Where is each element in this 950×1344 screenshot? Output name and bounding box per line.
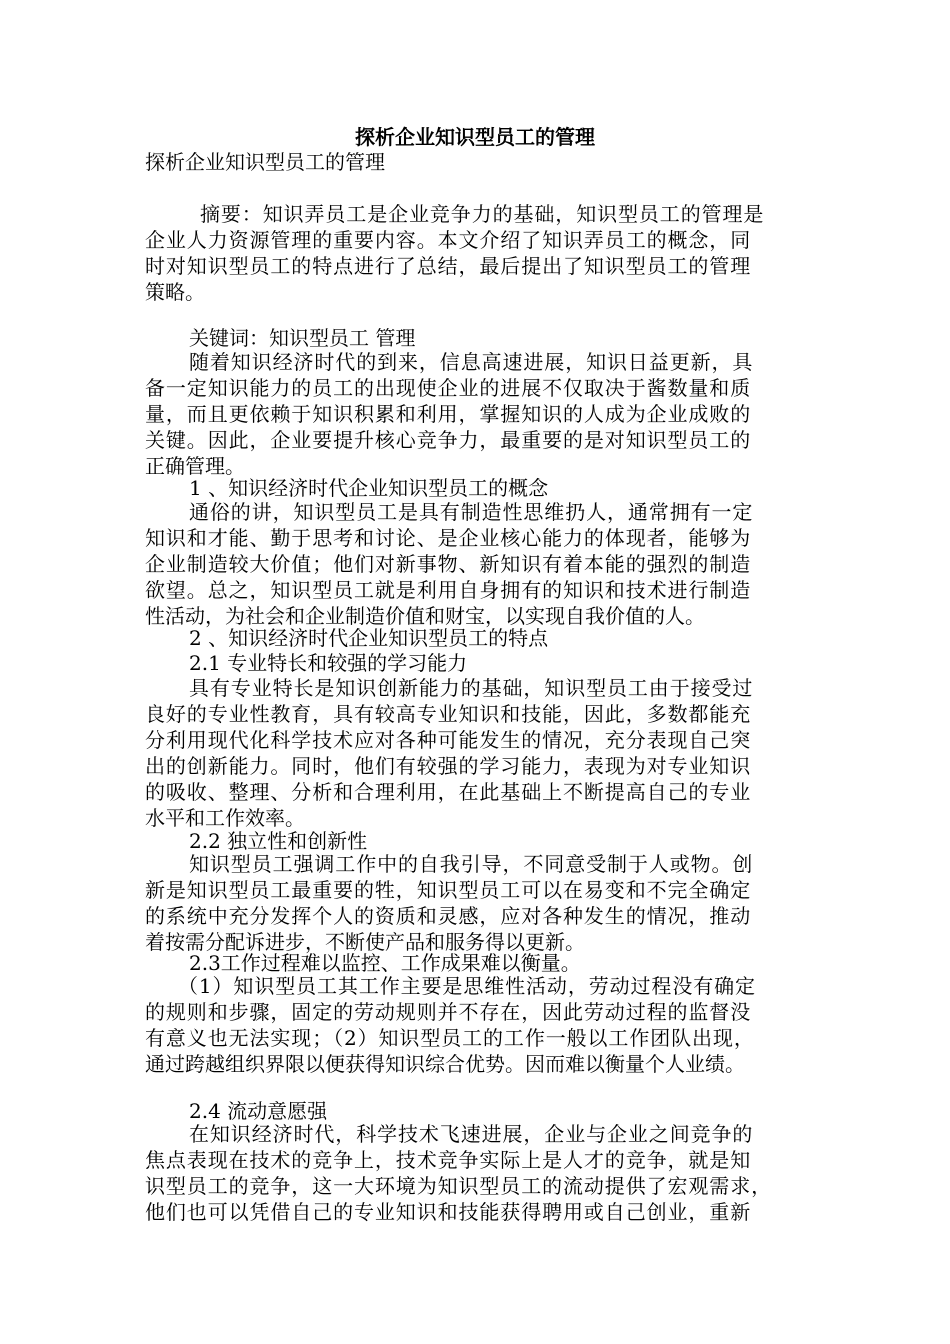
- body-line: 有意义也无法实现；（2）知识型员工的工作一般以工作团队出现，: [145, 1026, 755, 1050]
- body-line: 欲望。总之，知识型员工就是利用自身拥有的知识和技术进行制造: [145, 578, 752, 602]
- body-line: 的吸收、整理、分析和合理利用，在此基础上不断提高自己的专业: [145, 780, 752, 804]
- subtitle-line: 探析企业知识型员工的管理: [145, 150, 385, 174]
- body-line: 新是知识型员工最重要的牲，知识型员工可以在易变和不完全确定: [145, 878, 752, 902]
- body-line: 知识和才能、勤于思考和讨论、是企业核心能力的体现者，能够为: [145, 526, 752, 550]
- body-line: 企业制造较大价值；他们对新事物、新知识有着本能的强烈的制造: [145, 552, 752, 576]
- subsection-heading: 2.2 独立性和创新性: [189, 829, 368, 853]
- subsection-heading: 2.3工作过程难以监控、工作成果难以衡量。: [189, 951, 581, 975]
- body-line: 水平和工作效率。: [145, 806, 305, 830]
- body-line: 通俗的讲，知识型员工是具有制造性思维扔人，通常拥有一定: [189, 500, 754, 524]
- abstract-line: 摘要：知识弄员工是企业竞争力的基础，知识型员工的管理是: [200, 202, 765, 226]
- body-line: 随着知识经济时代的到来，信息高速进展，知识日益更新，具: [189, 350, 754, 374]
- body-line: 的系统中充分发挥个人的资质和灵感，应对各种发生的情况，推动: [145, 904, 752, 928]
- section-heading: 1 、知识经济时代企业知识型员工的概念: [189, 476, 549, 500]
- body-line: 量，而且更依赖于知识积累和利用，掌握知识的人成为企业成败的: [145, 402, 752, 426]
- abstract-line: 时对知识型员工的特点进行了总结，最后提出了知识型员工的管理: [145, 254, 752, 278]
- body-line: 识型员工的竞争，这一大环境为知识型员工的流动提供了宏观需求，: [145, 1174, 772, 1198]
- body-line: 备一定知识能力的员工的出现使企业的进展不仅取决于酱数量和质: [145, 376, 752, 400]
- subsection-heading: 2.4 流动意愿强: [189, 1099, 328, 1123]
- body-line: 着按需分配诉进步，不断使产品和服务得以更新。: [145, 930, 585, 954]
- body-line: （1）知识型员工其工作主要是思维性活动，劳动过程没有确定: [178, 974, 756, 998]
- body-line: 知识型员工强调工作中的自我引导，不同意受制于人或物。创: [189, 852, 754, 876]
- body-line: 分利用现代化科学技术应对各种可能发生的情况，充分表现自己突: [145, 728, 752, 752]
- body-line: 的规则和步骤，固定的劳动规则并不存在，因此劳动过程的监督没: [145, 1000, 752, 1024]
- body-line: 出的创新能力。同时，他们有较强的学习能力，表现为对专业知识: [145, 754, 752, 778]
- abstract-line: 企业人力资源管理的重要内容。本文介绍了知识弄员工的概念，同: [145, 228, 752, 252]
- body-line: 具有专业特长是知识创新能力的基础，知识型员工由于接受过: [189, 676, 754, 700]
- abstract-line: 策略。: [145, 280, 205, 304]
- section-heading: 2 、知识经济时代企业知识型员工的特点: [189, 626, 549, 650]
- body-line: 他们也可以凭借自己的专业知识和技能获得聘用或自己创业，重新: [145, 1200, 752, 1224]
- body-line: 在知识经济时代，科学技术飞速进展，企业与企业之间竞争的: [189, 1122, 754, 1146]
- body-line: 良好的专业性教育，具有较高专业知识和技能，因此，多数都能充: [145, 702, 752, 726]
- body-line: 焦点表现在技术的竞争上，技术竞争实际上是人才的竞争，就是知: [145, 1148, 752, 1172]
- keywords-line: 关键词：知识型员工 管理: [189, 326, 416, 350]
- subsection-heading: 2.1 专业特长和较强的学习能力: [189, 651, 468, 675]
- body-line: 性活动，为社会和企业制造价值和财宝，以实现自我价值的人。: [145, 604, 705, 628]
- page-title: 探析企业知识型员工的管理: [355, 125, 595, 149]
- body-line: 通过跨越组织界限以便获得知识综合优势。因而难以衡量个人业绩。: [145, 1052, 745, 1076]
- body-line: 关键。因此，企业要提升核心竞争力，最重要的是对知识型员工的: [145, 428, 752, 452]
- body-line: 正确管理。: [145, 454, 245, 478]
